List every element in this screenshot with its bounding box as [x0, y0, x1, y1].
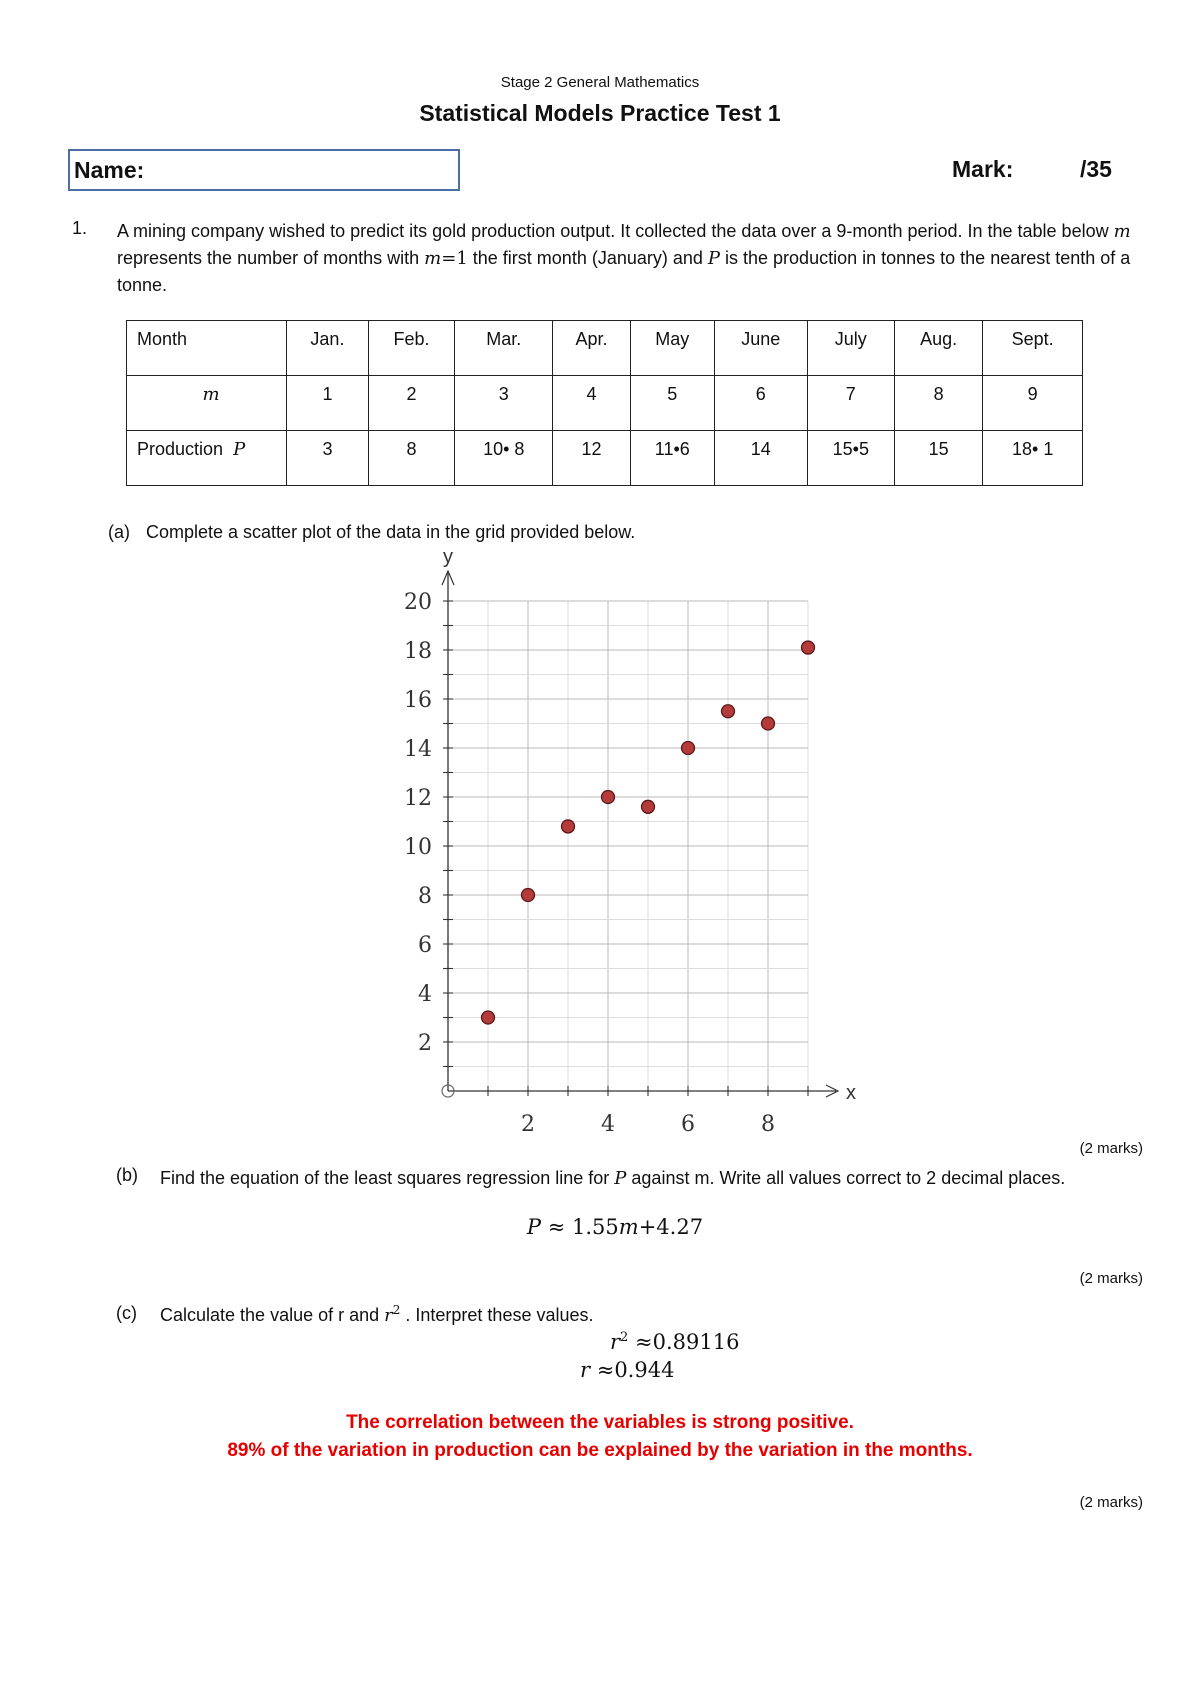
- x-tick-label: 8: [761, 1112, 775, 1137]
- symbol-m: m: [1113, 221, 1131, 242]
- table-cell: 3: [455, 376, 553, 431]
- question-text-part: the first month (January) and: [467, 248, 708, 268]
- x-axis-label: x: [846, 1082, 856, 1104]
- table-cell: 1: [287, 376, 369, 431]
- scatter-point: [562, 820, 575, 833]
- mark-total: /35: [1080, 156, 1112, 182]
- part-c-text-part: Calculate the value of r and: [160, 1305, 385, 1325]
- table-cell: 5: [630, 376, 714, 431]
- page-title: Statistical Models Practice Test 1: [419, 100, 781, 126]
- table-cell: 18• 1: [983, 431, 1083, 486]
- scatter-point: [762, 717, 775, 730]
- table-cell: Feb.: [368, 321, 454, 376]
- question-text-part: is the production in tonnes to the nearest tenth of a tonne.: [117, 248, 1131, 295]
- table-cell: 12: [553, 431, 630, 486]
- part-c-label: (c): [116, 1303, 137, 1323]
- part-c-text-part: . Interpret these values.: [400, 1305, 594, 1325]
- eq-symbol-r: r: [610, 1330, 621, 1354]
- part-a-text: Complete a scatter plot of the data in the grid provided below.: [146, 522, 636, 542]
- x-tick-label: 2: [521, 1112, 535, 1137]
- symbol-P: P: [614, 1168, 627, 1189]
- scatter-point: [682, 742, 695, 755]
- table-cell: 8: [894, 376, 983, 431]
- table-cell: 8: [368, 431, 454, 486]
- grid-layer: [448, 601, 808, 1091]
- row-header-month: Month: [127, 321, 287, 376]
- table-cell: 15: [894, 431, 983, 486]
- table-cell: 3: [287, 431, 369, 486]
- table-cell: 6: [714, 376, 807, 431]
- marks-b: (2 marks): [1079, 1270, 1143, 1287]
- table-cell: Aug.: [894, 321, 983, 376]
- table-cell: Apr.: [553, 321, 630, 376]
- subject-heading: Stage 2 General Mathematics: [500, 74, 700, 91]
- eq-part: ≈0.944: [590, 1358, 675, 1382]
- table-cell: May: [630, 321, 714, 376]
- table-cell: 11•6: [630, 431, 714, 486]
- row-header-m: m: [127, 376, 287, 431]
- r-squared-answer: [610, 1330, 739, 1354]
- mark-label: Mark:: [952, 156, 1014, 182]
- eq-part: +4.27: [638, 1215, 704, 1239]
- tick-label-layer: [404, 546, 856, 1137]
- y-axis-label: y: [443, 546, 453, 568]
- x-tick-label: 4: [601, 1112, 615, 1137]
- eq-symbol-r: r: [580, 1358, 591, 1382]
- table-cell: 9: [983, 376, 1083, 431]
- name-label: Name:: [74, 157, 145, 183]
- table-cell: 10• 8: [455, 431, 553, 486]
- question-text-part: represents the number of months with: [117, 248, 425, 268]
- table-cell: 7: [807, 376, 894, 431]
- scatter-point: [482, 1011, 495, 1024]
- eq-part: ≈ 1.55: [541, 1215, 619, 1239]
- marks-c: (2 marks): [1079, 1494, 1143, 1511]
- y-tick-label: 4: [418, 982, 432, 1007]
- y-tick-label: 14: [404, 737, 432, 762]
- table-cell: July: [807, 321, 894, 376]
- symbol-r: r: [384, 1305, 393, 1326]
- x-tick-label: 6: [681, 1112, 695, 1137]
- y-tick-label: 8: [418, 884, 432, 909]
- part-a-label: (a): [108, 522, 130, 542]
- table-cell: 4: [553, 376, 630, 431]
- part-b-label: (b): [116, 1165, 138, 1185]
- y-tick-label: 20: [404, 590, 432, 615]
- question-text-part: A mining company wished to predict its gold production output. It collected the data over a 9-month period. In the table below: [117, 221, 1114, 241]
- table-cell: Sept.: [983, 321, 1083, 376]
- scatter-point: [802, 641, 815, 654]
- production-label: Production: [137, 439, 224, 459]
- y-tick-label: 2: [418, 1031, 432, 1056]
- y-tick-label: 6: [418, 933, 432, 958]
- marks-a: (2 marks): [1079, 1140, 1143, 1157]
- part-b-text-part: against m. Write all values correct to 2 decimal places.: [626, 1168, 1066, 1188]
- interpretation-line-2: 89% of the variation in production can be explained by the variation in the months.: [227, 1440, 973, 1461]
- table-cell: 14: [714, 431, 807, 486]
- eq-part: ≈0.89116: [628, 1330, 740, 1354]
- y-tick-label: 18: [404, 639, 432, 664]
- r-answer: [580, 1358, 674, 1382]
- scatter-point: [642, 800, 655, 813]
- symbol-P: P: [707, 248, 721, 269]
- part-b-text: [160, 1165, 1150, 1192]
- eq-symbol-P: P: [526, 1215, 542, 1239]
- part-b-text-part: Find the equation of the least squares regression line for: [160, 1168, 615, 1188]
- y-tick-label: 12: [404, 786, 432, 811]
- scatter-point: [602, 791, 615, 804]
- scatter-point: [522, 889, 535, 902]
- eq-superscript-2: 2: [620, 1330, 629, 1345]
- interpretation-line-1: The correlation between the variables is strong positive.: [346, 1412, 854, 1433]
- scatter-point: [722, 705, 735, 718]
- table-cell: 15•5: [807, 431, 894, 486]
- table-cell: 2: [368, 376, 454, 431]
- symbol-m: m: [424, 248, 442, 269]
- table-cell: Mar.: [455, 321, 553, 376]
- regression-equation: [0, 1215, 1200, 1239]
- part-c-text: [160, 1303, 594, 1326]
- eq-symbol-m: m: [618, 1215, 639, 1239]
- table-cell: Jan.: [287, 321, 369, 376]
- question-number: 1.: [72, 218, 88, 238]
- symbol-P: P: [233, 439, 246, 460]
- table-cell: June: [714, 321, 807, 376]
- y-tick-label: 16: [404, 688, 432, 713]
- y-tick-label: 10: [404, 835, 432, 860]
- symbol-equals-one: =1: [441, 248, 468, 269]
- symbol-superscript-2: 2: [392, 1303, 401, 1317]
